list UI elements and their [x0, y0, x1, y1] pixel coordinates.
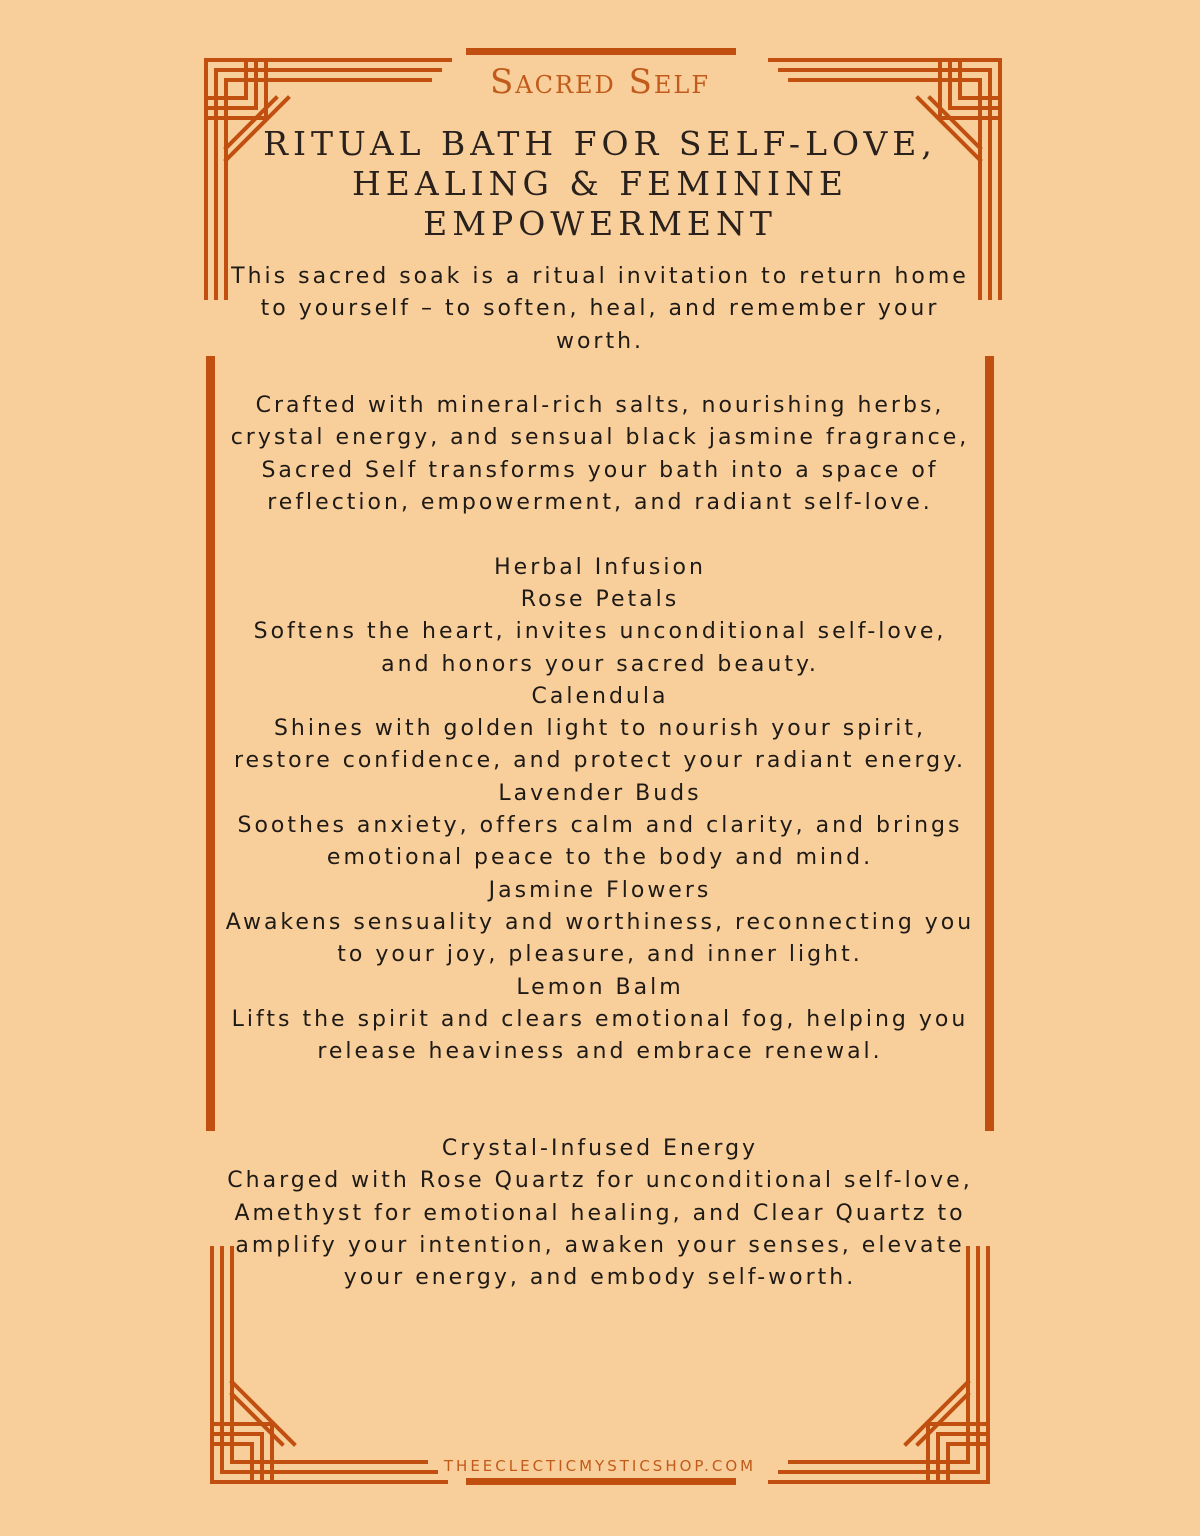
- left-side-bar: [206, 356, 215, 1131]
- herb-name: Jasmine Flowers: [488, 877, 712, 903]
- herbal-heading: Herbal Infusion: [494, 554, 706, 580]
- top-center-bar: [466, 48, 736, 55]
- bottom-center-bar: [466, 1478, 736, 1485]
- crystal-text: Charged with Rose Quartz for unconditional self-love, Amethyst for emotional healing, and Clear Quartz to amplify your intention, awaken your senses, elevate your energy, and embody self-worth.: [227, 1168, 973, 1291]
- description-text: Crafted with mineral-rich salts, nourishing herbs, crystal energy, and sensual black jasmine fragrance, Sacred Self transforms your bath into a space of reflection, empowerment, and radiant self-love.: [230, 393, 970, 516]
- footer-website: THEECLECTICMYSTICSHOP.COM: [443, 1457, 757, 1475]
- herb-description: Awakens sensuality and worthiness, reconnecting you to your joy, pleasure, and inner light.: [225, 909, 975, 968]
- herb-name: Lemon Balm: [516, 974, 684, 1000]
- herb-description: Soothes anxiety, offers calm and clarity, and brings emotional peace to the body and mind.: [237, 813, 963, 871]
- intro-text: This sacred soak is a ritual invitation to return home to yourself – to soften, heal, and remember your worth.: [231, 264, 969, 354]
- right-side-bar: [985, 356, 994, 1131]
- herb-name: Calendula: [531, 683, 669, 709]
- page-title: RITUAL BATH FOR SELF-LOVE, HEALING & FEMININE EMPOWERMENT: [263, 124, 937, 243]
- brand-name: Sacred Self: [489, 62, 711, 102]
- herb-description: Lifts the spirit and clears emotional fog, helping you release heaviness and embrace renewal.: [231, 1006, 969, 1065]
- body-text: [225, 261, 975, 1295]
- herb-name: Lavender Buds: [498, 780, 702, 806]
- herb-description: Softens the heart, invites unconditional self-love, and honors your sacred beauty.: [253, 619, 947, 677]
- herb-description: Shines with golden light to nourish your spirit, restore confidence, and protect your radiant energy.: [233, 716, 967, 774]
- herb-name: Rose Petals: [520, 586, 680, 612]
- crystal-heading: Crystal-Infused Energy: [441, 1136, 759, 1162]
